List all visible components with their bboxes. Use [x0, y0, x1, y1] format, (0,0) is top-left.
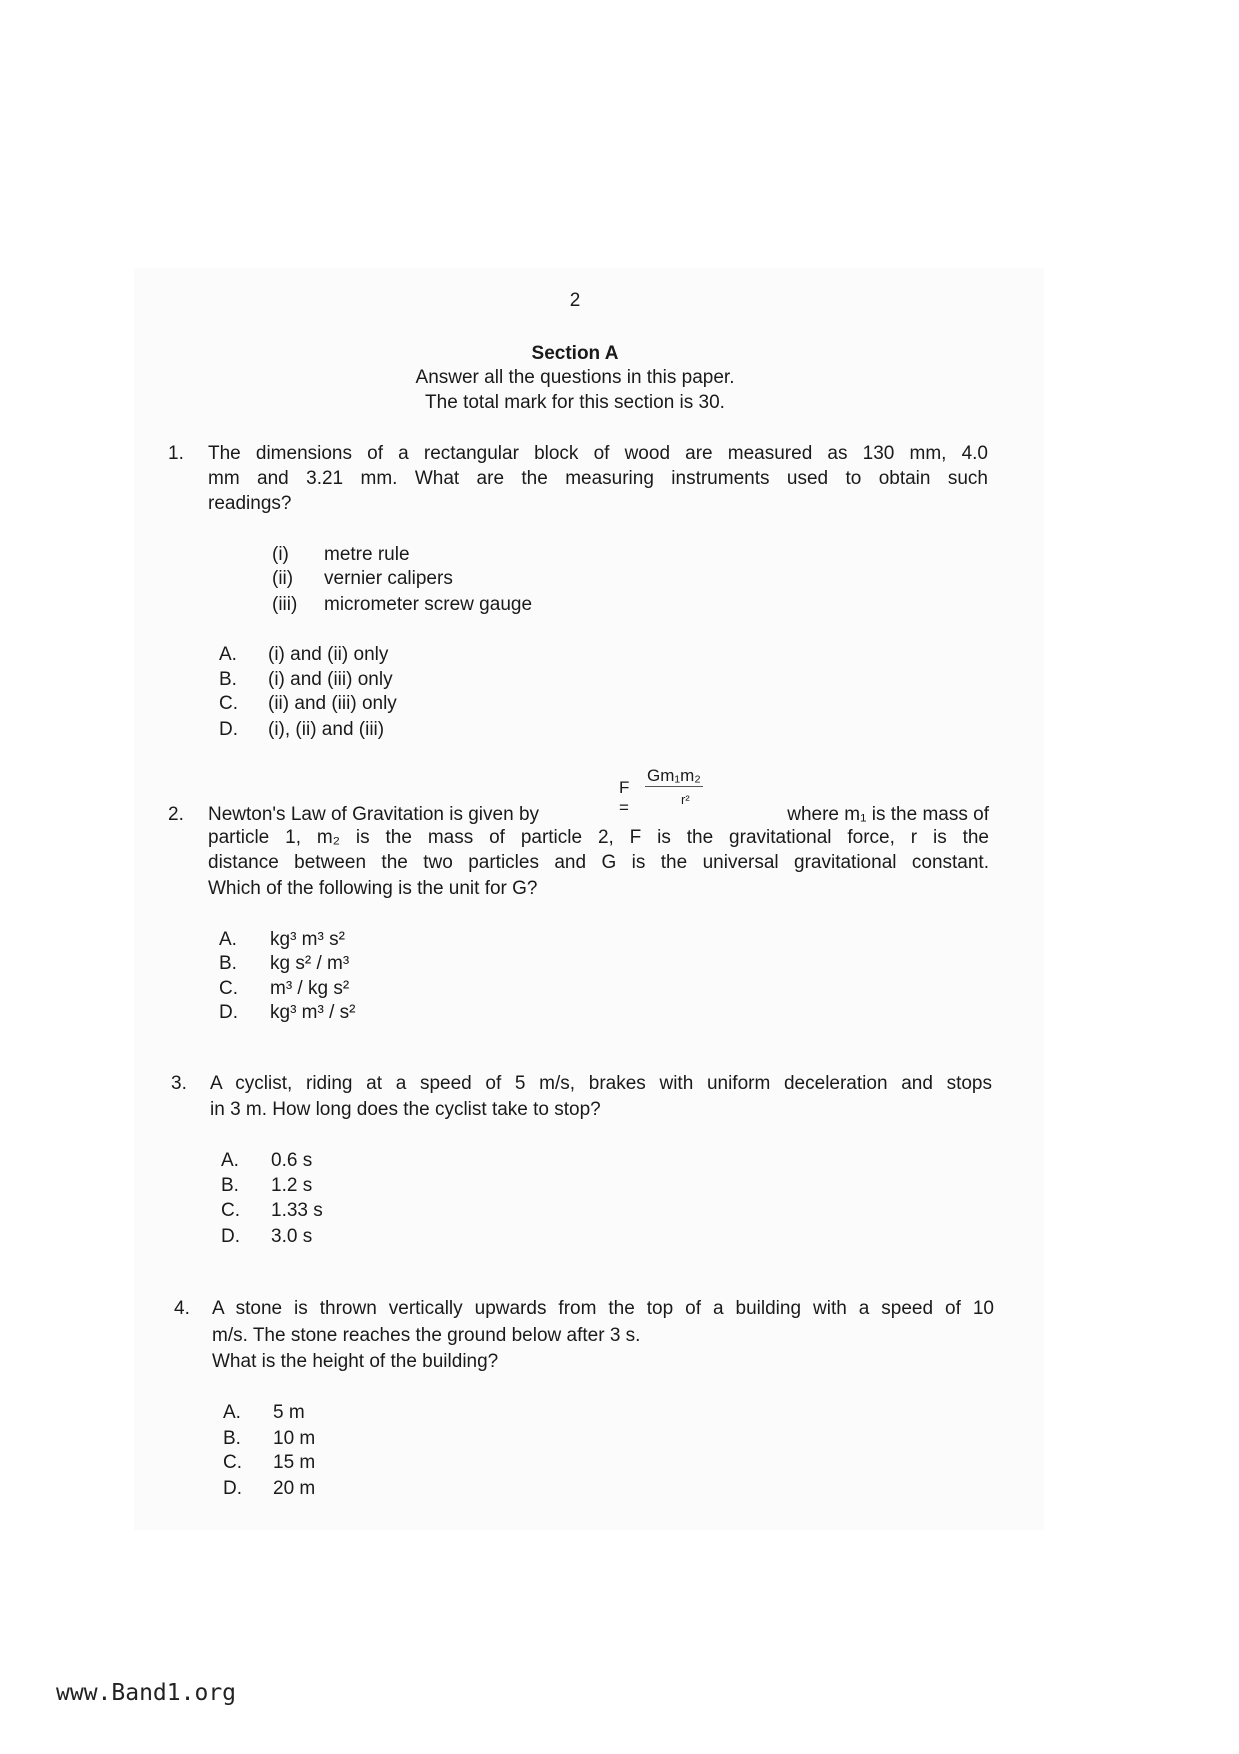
option-letter: A. — [221, 1150, 239, 1171]
option-letter: D. — [219, 719, 238, 740]
option-letter: D. — [219, 1002, 238, 1023]
item-number: (i) — [272, 544, 289, 565]
option-letter: B. — [219, 953, 237, 974]
option-letter: A. — [219, 929, 237, 950]
item-number: (iii) — [272, 594, 298, 615]
question-number: 1. — [168, 443, 184, 464]
option-letter: A. — [223, 1402, 241, 1423]
question-text-line: mm and 3.21 mm. What are the measuring instruments used to obtain such — [208, 468, 988, 489]
option-text: kg s² / m³ — [270, 953, 350, 974]
option-text: 3.0 s — [271, 1226, 313, 1247]
option-text: 1.2 s — [271, 1175, 313, 1196]
question-text-line: What is the height of the building? — [212, 1351, 499, 1372]
option-text: (i) and (iii) only — [268, 669, 393, 690]
item-text: vernier calipers — [324, 568, 453, 589]
option-letter: B. — [219, 669, 237, 690]
question-text-line: in 3 m. How long does the cyclist take to stop? — [210, 1099, 601, 1120]
section-title: Section A — [531, 343, 619, 364]
question-text-line: Which of the following is the unit for G? — [208, 878, 538, 899]
watermark-link[interactable]: www.Band1.org — [56, 1680, 237, 1706]
option-letter: C. — [221, 1200, 240, 1221]
question-text-line: readings? — [208, 493, 292, 514]
option-letter: C. — [219, 978, 238, 999]
instruction-line: The total mark for this section is 30. — [425, 392, 725, 413]
item-text: micrometer screw gauge — [324, 594, 533, 615]
formula-numerator: Gm₁m₂ — [647, 766, 701, 785]
option-text: 0.6 s — [271, 1150, 313, 1171]
option-text: 15 m — [273, 1452, 316, 1473]
page-number: 2 — [569, 290, 581, 311]
option-letter: D. — [221, 1226, 240, 1247]
question-text-line: distance between the two particles and G is the universal gravitational constant. — [208, 852, 989, 873]
item-number: (ii) — [272, 568, 294, 589]
option-letter: B. — [221, 1175, 239, 1196]
question-text-line: A cyclist, riding at a speed of 5 m/s, brakes with uniform deceleration and stops — [210, 1073, 992, 1094]
option-text: kg³ m³ / s² — [270, 1002, 356, 1023]
question-number: 2. — [168, 804, 184, 825]
option-text: (ii) and (iii) only — [268, 693, 397, 714]
option-letter: B. — [223, 1428, 241, 1449]
option-text: 20 m — [273, 1478, 316, 1499]
formula-lhs: F = — [619, 778, 630, 817]
question-text-line: A stone is thrown vertically upwards from the top of a building with a speed of 10 — [212, 1298, 994, 1319]
item-text: metre rule — [324, 544, 410, 565]
option-text: 1.33 s — [271, 1200, 323, 1221]
option-text: (i), (ii) and (iii) — [268, 719, 385, 740]
question-text-line: particle 1, m₂ is the mass of particle 2, F is the gravitational force, r is the — [208, 827, 989, 848]
option-text: m³ / kg s² — [270, 978, 350, 999]
option-letter: C. — [223, 1452, 242, 1473]
question-text-line: Newton's Law of Gravitation is given by — [208, 804, 540, 825]
option-text: 10 m — [273, 1428, 316, 1449]
instruction-line: Answer all the questions in this paper. — [415, 367, 735, 388]
question-text-line: m/s. The stone reaches the ground below after 3 s. — [212, 1325, 641, 1346]
option-text: 5 m — [273, 1402, 305, 1423]
option-letter: A. — [219, 644, 237, 665]
option-letter: D. — [223, 1478, 242, 1499]
question-number: 3. — [171, 1073, 187, 1094]
question-text-line: where m₁ is the mass of — [787, 804, 989, 825]
option-text: kg³ m³ s² — [270, 929, 345, 950]
question-text-line: The dimensions of a rectangular block of wood are measured as 130 mm, 4.0 — [208, 443, 988, 464]
formula-denominator: r² — [681, 792, 690, 807]
option-text: (i) and (ii) only — [268, 644, 389, 665]
question-number: 4. — [174, 1298, 190, 1319]
option-letter: C. — [219, 693, 238, 714]
